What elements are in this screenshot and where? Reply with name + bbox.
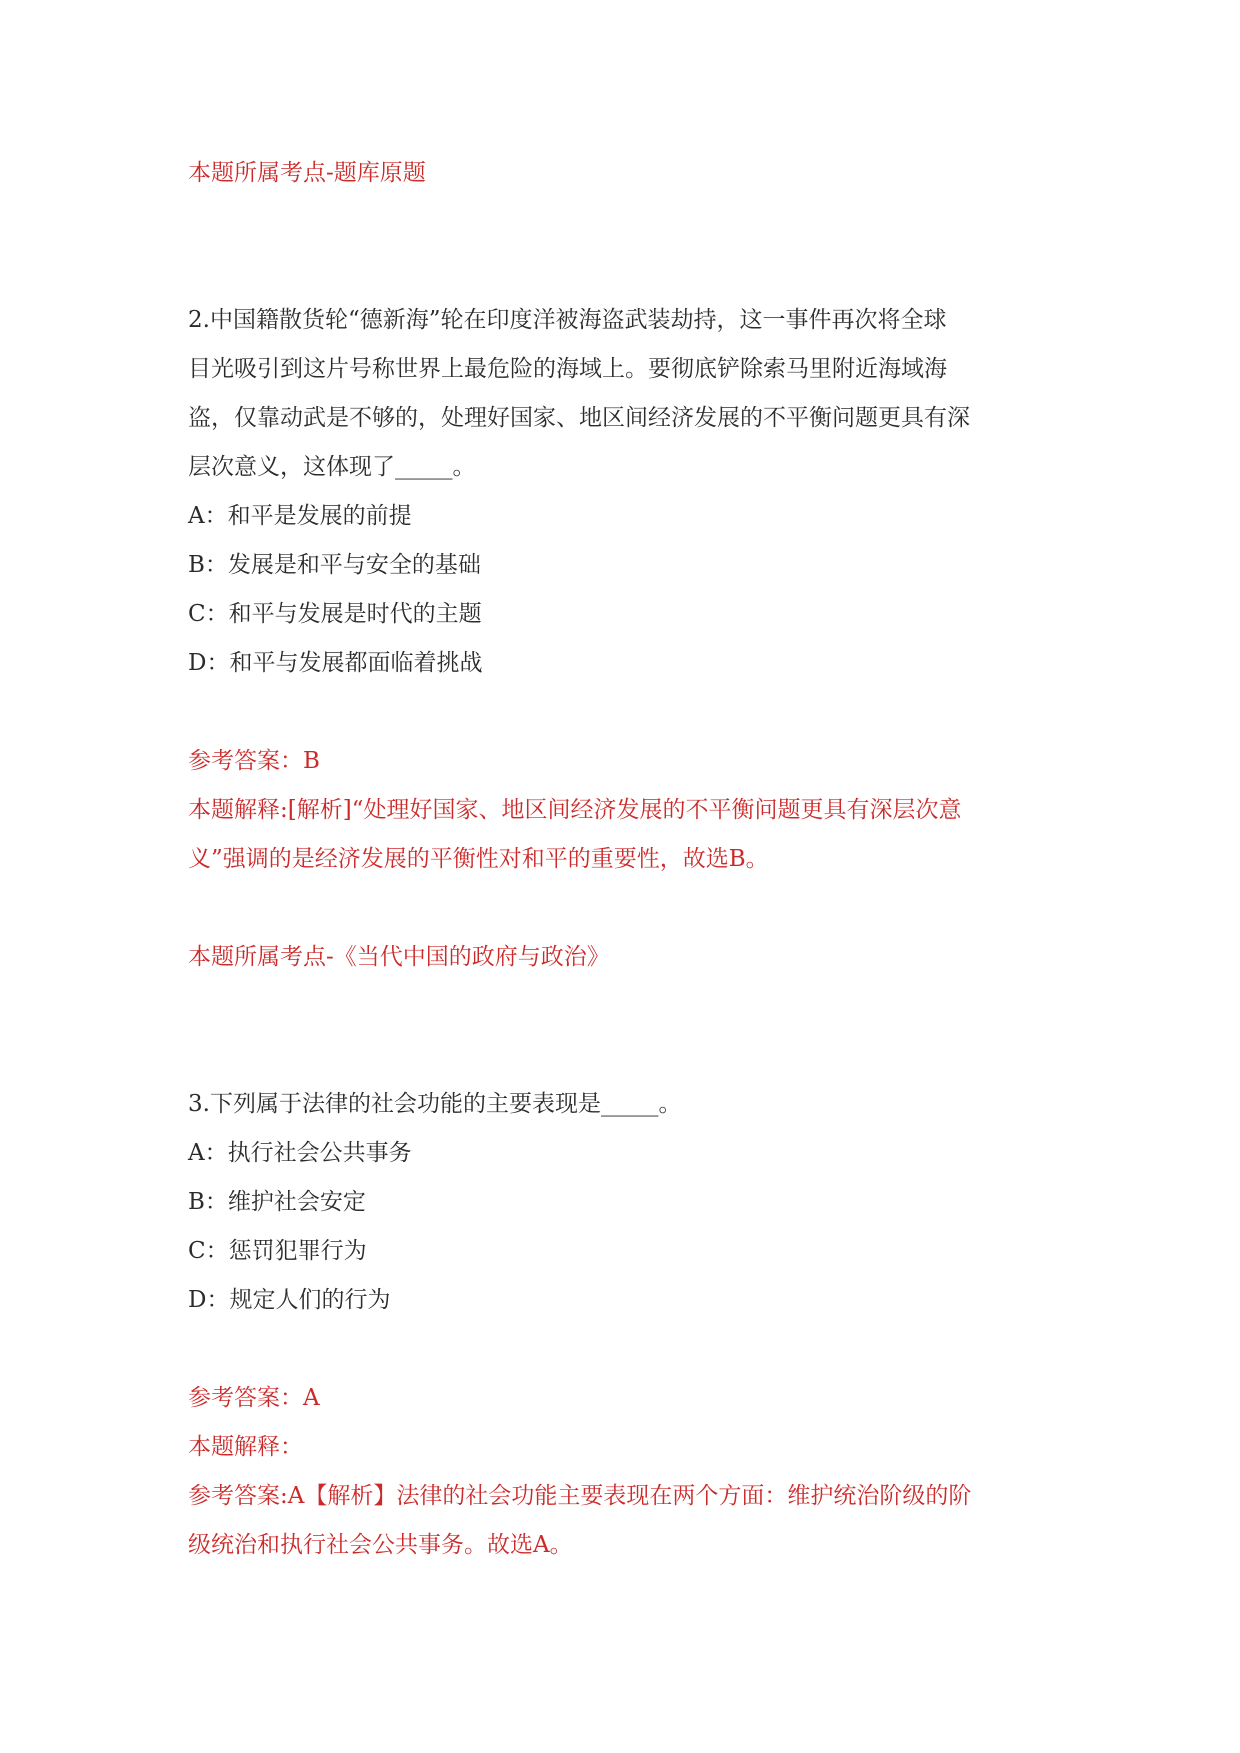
q3-option-c: C：惩罚犯罪行为 — [188, 1238, 367, 1264]
q2-stem-line-4: 层次意义，这体现了_____。 — [188, 454, 476, 480]
q3-explanation-line-2: 级统治和执行社会公共事务。故选A。 — [188, 1532, 573, 1558]
q2-explanation-line-2: 义”强调的是经济发展的平衡性对和平的重要性，故选B。 — [188, 846, 769, 872]
q2-explanation-line-1: 本题解释:[解析]“处理好国家、地区间经济发展的不平衡问题更具有深层次意 — [188, 797, 962, 823]
kaodian-1: 本题所属考点-题库原题 — [188, 160, 426, 186]
q3-explanation-label: 本题解释： — [188, 1434, 303, 1460]
q2-option-c: C：和平与发展是时代的主题 — [188, 601, 482, 627]
q2-option-d: D：和平与发展都面临着挑战 — [188, 650, 483, 676]
q2-option-b: B：发展是和平与安全的基础 — [188, 552, 481, 578]
q3-answer: 参考答案：A — [188, 1385, 320, 1411]
q2-option-a: A：和平是发展的前提 — [188, 503, 412, 529]
q3-option-a: A：执行社会公共事务 — [188, 1140, 412, 1166]
q3-option-d: D：规定人们的行为 — [188, 1287, 391, 1313]
q3-stem-line-1: 3.下列属于法律的社会功能的主要表现是_____。 — [188, 1091, 682, 1117]
q3-explanation-line-1: 参考答案:A【解析】法律的社会功能主要表现在两个方面：维护统治阶级的阶 — [188, 1483, 972, 1509]
q2-stem-line-1: 2.中国籍散货轮“德新海”轮在印度洋被海盗武装劫持，这一事件再次将全球 — [188, 307, 947, 333]
q2-kaodian: 本题所属考点-《当代中国的政府与政治》 — [188, 944, 610, 970]
q3-option-b: B：维护社会安定 — [188, 1189, 366, 1215]
q2-stem-line-3: 盗，仅靠动武是不够的，处理好国家、地区间经济发展的不平衡问题更具有深 — [188, 405, 970, 431]
q2-stem-line-2: 目光吸引到这片号称世界上最危险的海域上。要彻底铲除索马里附近海域海 — [188, 356, 947, 382]
q2-answer: 参考答案：B — [188, 748, 320, 774]
